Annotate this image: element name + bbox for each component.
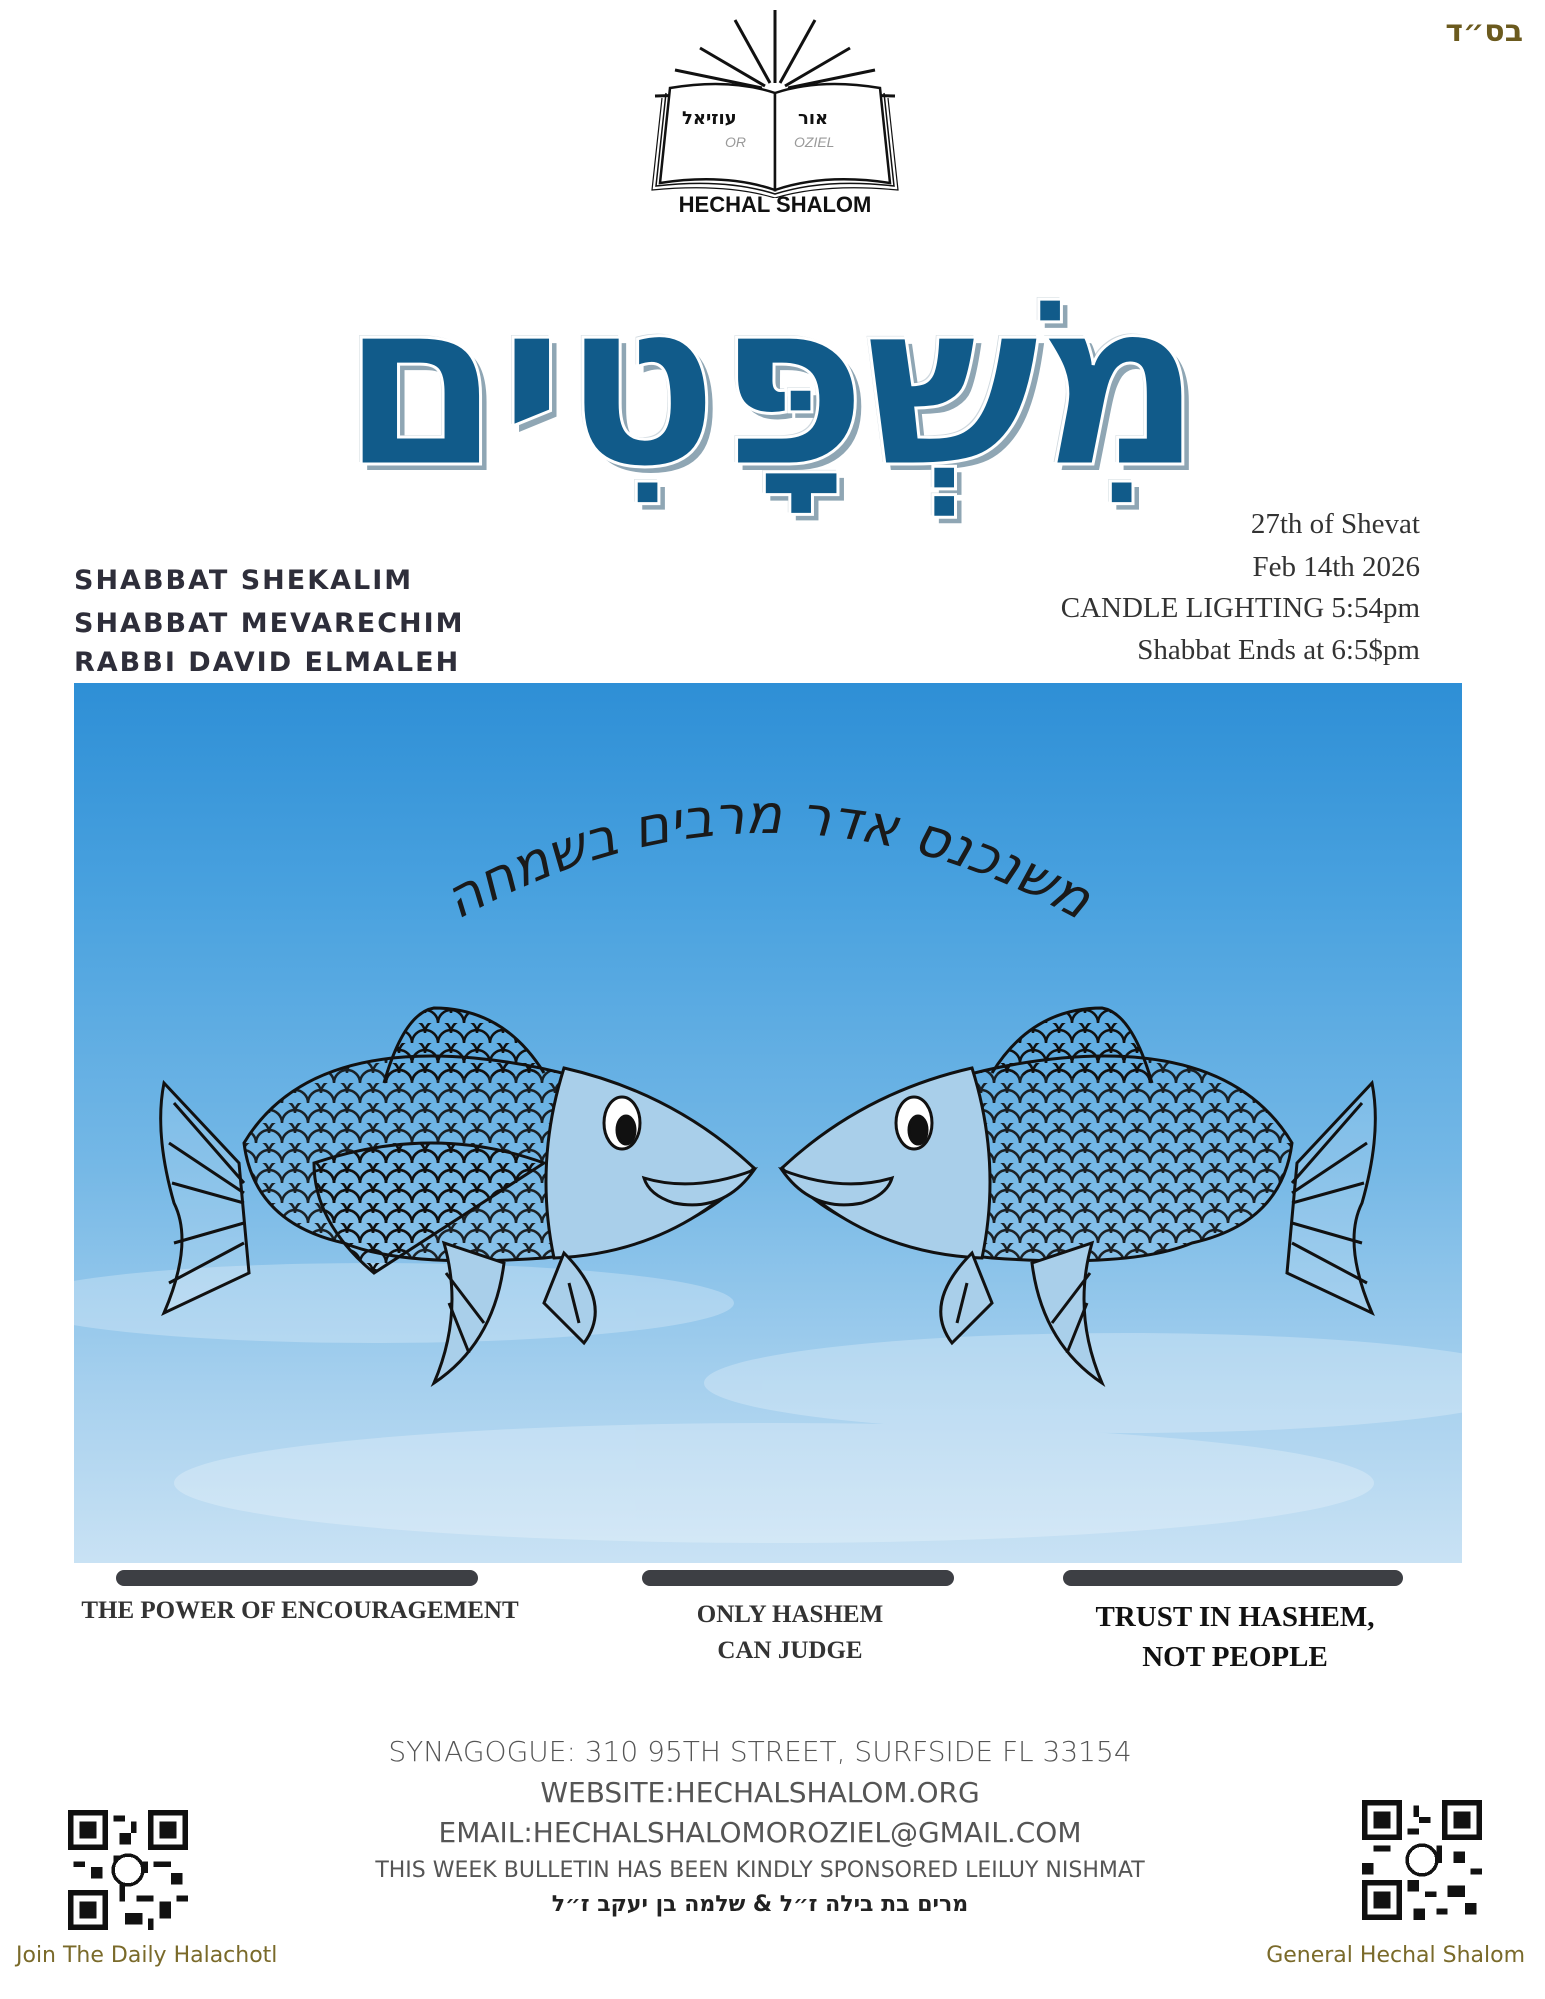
topic-2-line-1: ONLY HASHEM (696, 1601, 884, 1628)
qr-code-general-hechal-shalom[interactable] (1362, 1800, 1482, 1920)
hebrew-date: 27th of Shevat (1250, 508, 1420, 540)
parasha-title: מִשְׁפָּטִים (340, 249, 1200, 519)
right-fish-icon (782, 1008, 1375, 1383)
topic-only-hashem-can-judge (640, 1597, 940, 1669)
logo-latin-left: OR (725, 134, 746, 150)
topic-2-line-2: CAN JUDGE (717, 1637, 863, 1664)
qr-code-daily-halachot[interactable] (68, 1810, 188, 1930)
logo-latin-right: OZIEL (794, 134, 835, 150)
sponsor-names: מרים בת בילה ז״ל & שלמה בן יעקב ז״ל (551, 1892, 969, 1917)
topic-bar-3 (1063, 1570, 1403, 1586)
topic-bar-2 (642, 1570, 954, 1586)
logo-hebrew-right: אור (798, 108, 829, 129)
gregorian-date: Feb 14th 2026 (1252, 551, 1420, 583)
synagogue-address: SYNAGOGUE: 310 95TH STREET, SURFSIDE FL 33154 (388, 1735, 1132, 1768)
bsd-header: בס״ד (1445, 14, 1523, 49)
logo-hebrew-left: עוזיאל (682, 108, 737, 129)
shabbat-ends-time: Shabbat Ends at 6:5$pm (1137, 634, 1420, 666)
qr-caption-daily-halachot: Join The Daily Halachotl (16, 1943, 278, 1968)
candle-lighting-time: CANDLE LIGHTING 5:54pm (1060, 592, 1420, 624)
logo-caption: HECHAL SHALOM (678, 192, 872, 217)
topic-3-line-1: TRUST IN HASHEM, (1095, 1601, 1375, 1633)
sponsor-text: THIS WEEK BULLETIN HAS BEEN KINDLY SPONSORED LEILUY NISHMAT (375, 1858, 1145, 1883)
hero-image (74, 683, 1462, 1563)
qr-caption-general: General Hechal Shalom (1266, 1943, 1525, 1968)
topic-bar-1 (116, 1570, 478, 1586)
open-book-icon (630, 8, 920, 198)
shabbat-shekalim-label: SHABBAT SHEKALIM (74, 565, 414, 596)
shabbat-mevarechim-label: SHABBAT MEVARECHIM (74, 608, 465, 639)
website-link[interactable]: WEBSITE:HECHALSHALOM.ORG (540, 1776, 980, 1809)
email-link[interactable]: EMAIL:HECHALSHALOMOROZIEL@GMAIL.COM (438, 1816, 1082, 1849)
topic-power-of-encouragement: THE POWER OF ENCOURAGEMENT (81, 1597, 519, 1624)
topic-3-line-2: NOT PEOPLE (1142, 1641, 1328, 1673)
rabbi-name: RABBI DAVID ELMALEH (74, 647, 461, 678)
topic-trust-in-hashem (1060, 1597, 1410, 1677)
arc-text: משנכנס אדר מרבים בשמחה (433, 782, 1103, 932)
